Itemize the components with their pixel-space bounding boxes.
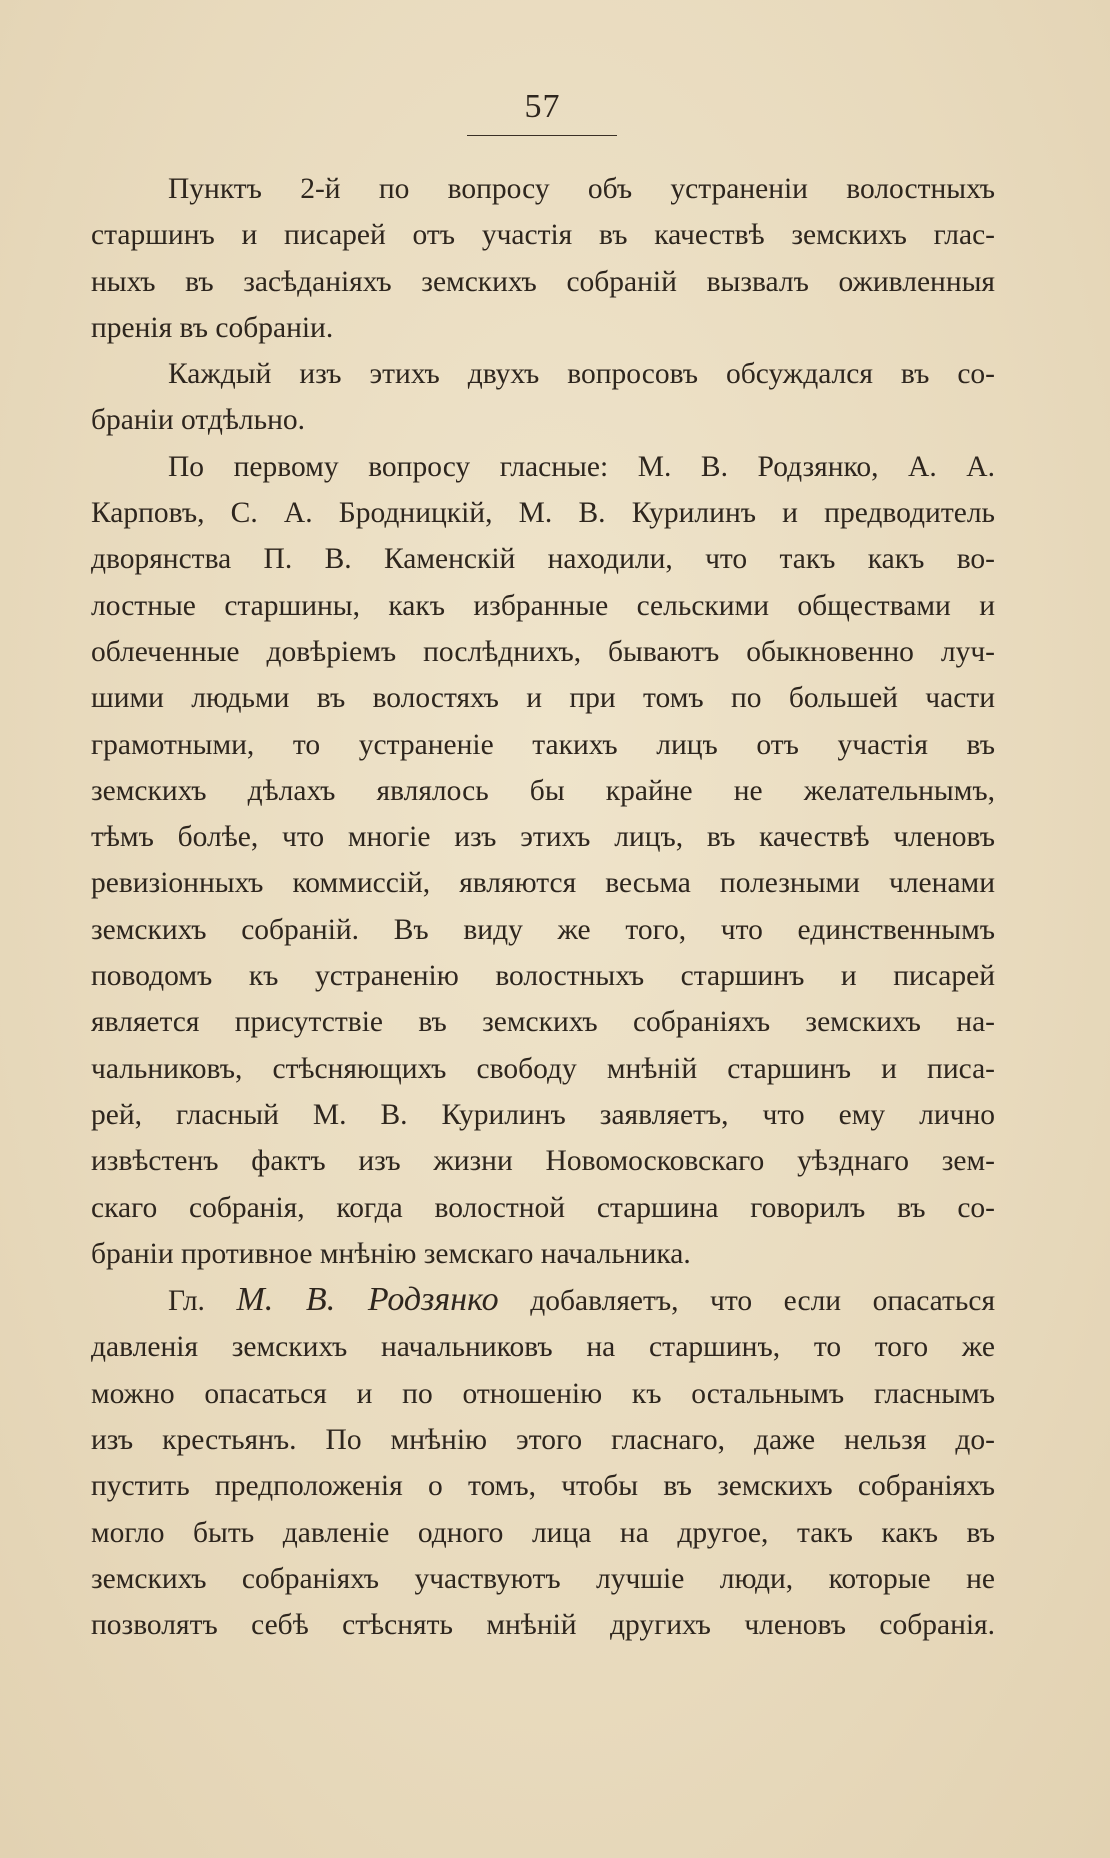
text-line-with-speaker xyxy=(91,1277,995,1324)
text-line: давленія земскихъ начальниковъ на старшинъ, то того же xyxy=(91,1331,995,1364)
text-line: лостные старшины, какъ избранные сельскими обществами и xyxy=(91,589,995,622)
text-line: грамотными, то устраненіе такихъ лицъ отъ участія въ xyxy=(91,728,995,761)
text-line: облеченные довѣріемъ послѣднихъ, бываютъ обыкновенно луч- xyxy=(91,635,995,668)
body-text xyxy=(91,166,995,1649)
page-number: 57 xyxy=(524,88,561,125)
speaker-name: М. В. Родзянко xyxy=(236,1281,499,1319)
text-line: Карповъ, С. А. Бродницкій, М. В. Курилинъ и предводитель xyxy=(91,497,995,530)
text-line: пренія въ собраніи. xyxy=(91,311,334,344)
text-line: По первому вопросу гласные: М. В. Родзянко, А. А. xyxy=(168,450,995,483)
text-line: Пунктъ 2-й по вопросу объ устраненіи волостныхъ xyxy=(168,173,995,205)
text-line: ныхъ въ засѣданіяхъ земскихъ собраній вызвалъ оживленныя xyxy=(91,265,995,298)
text-line: дворянства П. В. Каменскій находили, что такъ какъ во- xyxy=(91,543,995,576)
text-line: позволятъ себѣ стѣснять мнѣній другихъ членовъ собранія. xyxy=(91,1609,995,1642)
text-line: земскихъ дѣлахъ являлось бы крайне не желательнымъ, xyxy=(91,774,995,807)
speaker-prefix: Гл. xyxy=(168,1285,205,1318)
text-line: тѣмъ болѣе, что многіе изъ этихъ лицъ, въ качествѣ членовъ xyxy=(91,821,995,854)
speaker-line-rest: добавляетъ, что если опасаться xyxy=(530,1285,995,1318)
text-line: земскихъ собраніяхъ участвуютъ лучшіе люди, которые не xyxy=(91,1562,995,1595)
text-line: земскихъ собраній. Въ виду же того, что единственнымъ xyxy=(91,913,995,946)
text-line: можно опасаться и по отношенію къ остальнымъ гласнымъ xyxy=(91,1377,995,1410)
paragraph-3 xyxy=(91,444,995,1277)
text-line: старшинъ и писарей отъ участія въ качествѣ земскихъ глас- xyxy=(91,219,995,252)
text-line: пустить предположенія о томъ, чтобы въ земскихъ собраніяхъ xyxy=(91,1470,995,1503)
text-line: извѣстенъ фактъ изъ жизни Новомосковскаго уѣзднаго зем- xyxy=(91,1145,995,1178)
text-line: поводомъ къ устраненію волостныхъ старшинъ и писарей xyxy=(91,960,995,993)
text-line: браніи отдѣльно. xyxy=(91,404,305,437)
paragraph-1 xyxy=(91,166,995,351)
text-line: Каждый изъ этихъ двухъ вопросовъ обсуждался въ со- xyxy=(168,358,995,391)
paragraph-4 xyxy=(91,1277,995,1648)
text-line: чальниковъ, стѣсняющихъ свободу мнѣній старшинъ и писа- xyxy=(91,1052,995,1085)
text-line: скаго собранія, когда волостной старшина говорилъ въ со- xyxy=(91,1191,995,1224)
text-line: шими людьми въ волостяхъ и при томъ по большей части xyxy=(91,682,995,715)
paragraph-2 xyxy=(91,351,995,444)
header-rule xyxy=(467,135,617,136)
text-line: могло быть давленіе одного лица на другое, такъ какъ въ xyxy=(91,1516,995,1549)
text-line: является присутствіе въ земскихъ собраніяхъ земскихъ на- xyxy=(91,1006,995,1039)
text-line: изъ крестьянъ. По мнѣнію этого гласнаго, даже нельзя до- xyxy=(91,1424,995,1457)
text-line: рей, гласный М. В. Курилинъ заявляетъ, что ему лично xyxy=(91,1098,995,1131)
text-line: ревизіонныхъ коммиссій, являются весьма полезными членами xyxy=(91,867,995,900)
text-line: браніи противное мнѣнію земскаго начальника. xyxy=(91,1237,691,1270)
